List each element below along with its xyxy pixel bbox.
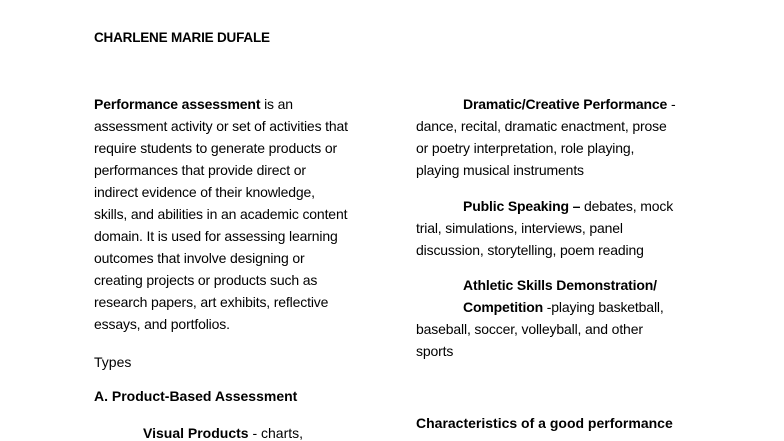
list-item <box>416 93 716 181</box>
intro-line: assessment activity or set of activities that <box>94 118 348 134</box>
intro-term: Performance assessment <box>94 96 261 112</box>
intro-line: domain. It is used for assessing learning <box>94 228 338 244</box>
visual-products-text: - charts, <box>248 425 304 441</box>
intro-line: skills, and abilities in an academic content <box>94 206 348 222</box>
intro-line: creating projects or products such as <box>94 272 318 288</box>
intro-line: is an <box>260 96 293 112</box>
item-line: baseball, soccer, volleyball, and other <box>416 321 643 337</box>
intro-line: essays, and portfolios. <box>94 316 230 332</box>
item-line: sports <box>416 343 454 359</box>
list-item <box>416 274 716 362</box>
item-term: Dramatic/Creative Performance <box>463 96 668 112</box>
intro-line: outcomes that involve designing or <box>94 250 305 266</box>
intro-line: require students to generate products or <box>94 140 338 156</box>
item-line: or poetry interpretation, role playing, <box>416 140 635 156</box>
intro-paragraph <box>94 93 394 335</box>
section-a-heading: A. Product-Based Assessment <box>94 388 298 404</box>
item-text: debates, mock <box>580 198 674 214</box>
item-term: Public Speaking – <box>463 198 581 214</box>
intro-line: research papers, art exhibits, reflective <box>94 294 329 310</box>
characteristics-heading: Characteristics of a good performance <box>416 415 673 431</box>
item-line: dance, recital, dramatic enactment, prose <box>416 118 667 134</box>
intro-line: performances that provide direct or <box>94 162 306 178</box>
intro-line: indirect evidence of their knowledge, <box>94 184 315 200</box>
item-term: Athletic Skills Demonstration/ <box>463 277 657 293</box>
item-line: playing musical instruments <box>416 162 584 178</box>
item-term-line2: Competition <box>463 299 544 315</box>
types-label: Types <box>94 354 132 370</box>
item-line: trial, simulations, interviews, panel <box>416 220 623 236</box>
visual-products-term: Visual Products <box>143 425 249 441</box>
list-item <box>416 195 716 261</box>
item-text: - <box>667 96 676 112</box>
author-name: CHARLENE MARIE DUFALE <box>94 30 270 45</box>
visual-products-item <box>143 422 303 441</box>
item-text: -playing basketball, <box>543 299 664 315</box>
item-line: discussion, storytelling, poem reading <box>416 242 644 258</box>
